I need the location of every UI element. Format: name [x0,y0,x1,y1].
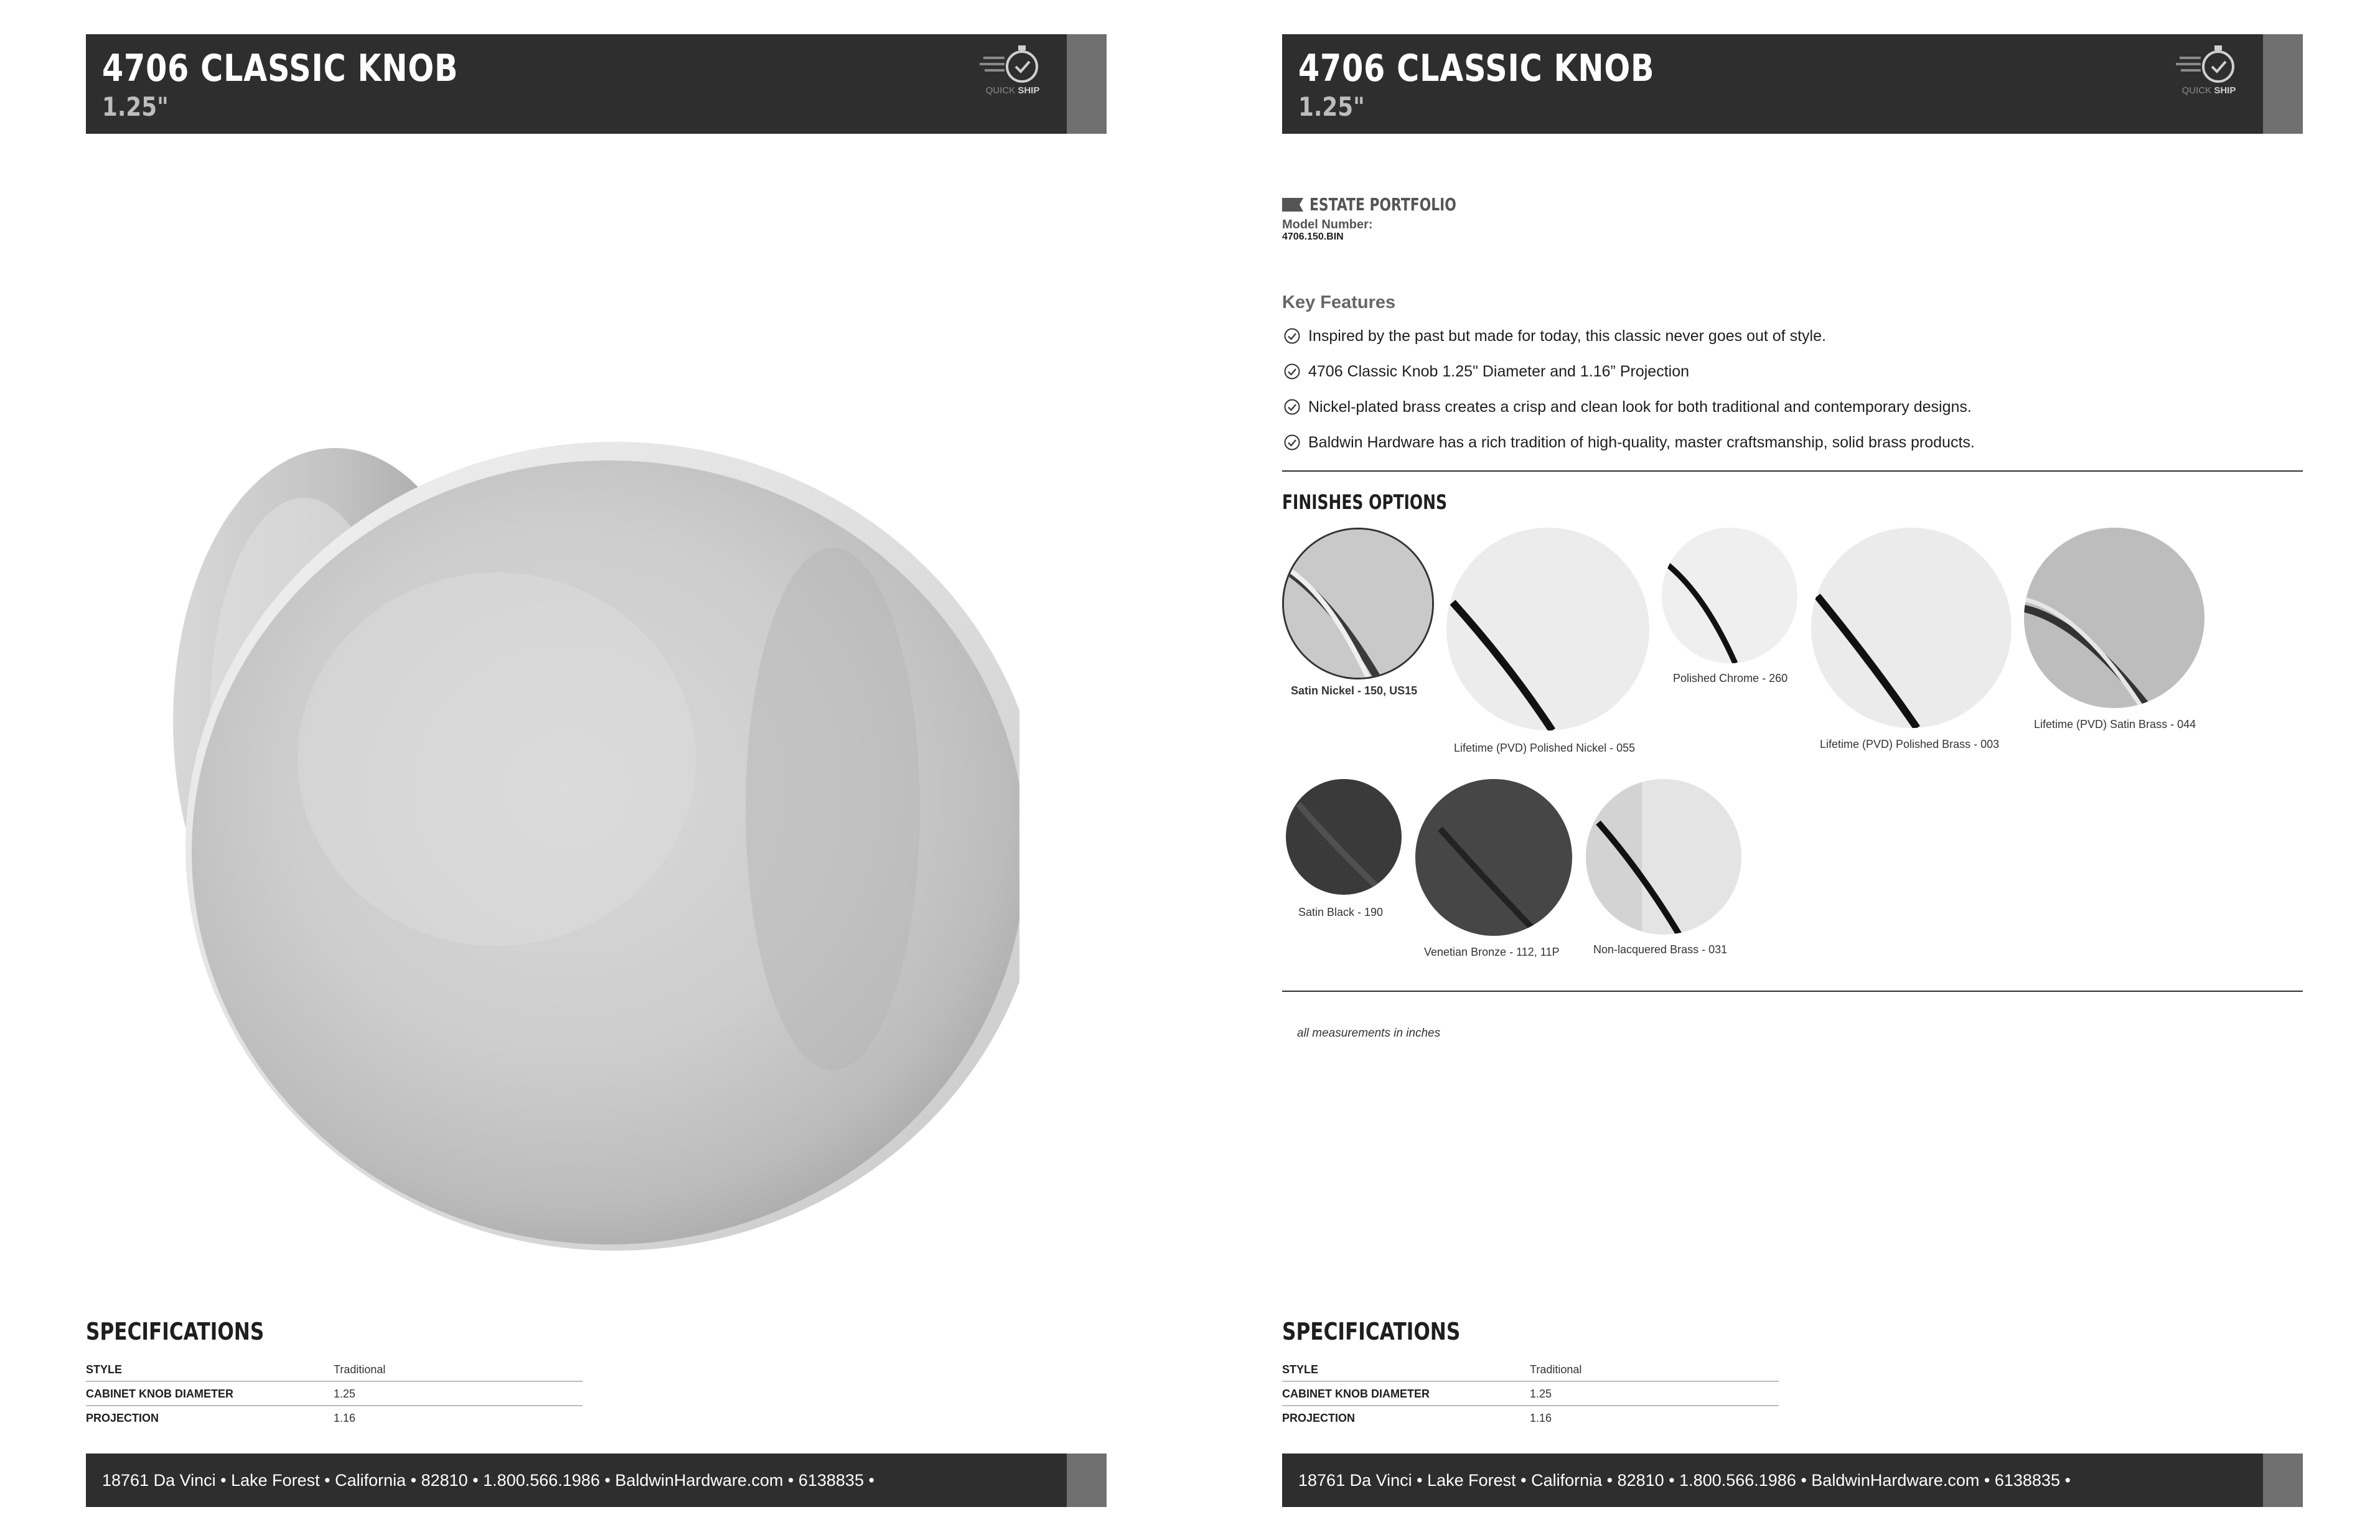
divider [1282,470,2303,472]
flag-icon [1282,198,1303,212]
spec-row-style [1282,1358,1779,1382]
finish-label: Non-lacquered Brass - 031 [1593,943,1728,956]
spec-key: PROJECTION [1282,1412,1356,1424]
measurements-note: all measurements in inches [1297,1027,1441,1040]
model-number-label: Model Number: [1282,218,1373,231]
right-page [1282,0,2303,1540]
product-size: 1.25" [102,91,169,122]
list-item [1282,324,2303,359]
finish-swatch-polished-nickel[interactable] [1446,528,1649,730]
finish-swatch-polished-brass[interactable] [1811,528,2012,728]
spec-key: PROJECTION [86,1412,159,1424]
check-circle-icon [1283,327,1301,345]
footer-address: 18761 Da Vinci • Lake Forest • California • 82810 • 1.800.566.1986 • BaldwinHardware.com • 6138835 • [1298,1471,2071,1490]
divider [1282,991,2303,992]
stopwatch-icon [978,42,1047,85]
spec-row-style [86,1358,583,1382]
specifications-title: SPECIFICATIONS [1282,1318,1461,1345]
finish-label: Polished Chrome - 260 [1673,672,1788,684]
spec-row-projection [1282,1406,1779,1430]
spec-value: Traditional [1530,1363,1582,1376]
key-features-list [1282,324,2303,465]
footer-accent-bar [2263,1454,2303,1507]
quick-ship-badge [2175,42,2243,98]
footer-accent-bar [1067,1454,1107,1507]
spec-key: CABINET KNOB DIAMETER [86,1388,233,1400]
spec-key: CABINET KNOB DIAMETER [1282,1388,1430,1400]
page-header [86,34,1107,134]
check-circle-icon [1283,434,1301,451]
product-size: 1.25" [1298,91,1365,122]
finish-label: Lifetime (PVD) Polished Nickel - 055 [1454,742,1636,754]
page-footer [86,1454,1107,1507]
finish-label: Lifetime (PVD) Polished Brass - 003 [1820,738,2000,750]
feature-text: Baldwin Hardware has a rich tradition of high-quality, master craftsmanship, solid brass products. [1308,434,1975,451]
specifications-title: SPECIFICATIONS [86,1318,265,1345]
feature-text: Nickel-plated brass creates a crisp and clean look for both traditional and contemporary designs. [1308,398,1972,416]
finish-swatch-non-lacquered-brass[interactable] [1586,779,1741,935]
list-item [1282,430,2303,465]
spec-value: 1.16 [334,1412,356,1424]
product-title: 4706 CLASSIC KNOB [102,47,459,90]
header-accent-bar [2263,34,2303,134]
specifications-table [86,1358,583,1430]
product-image [148,373,1019,1276]
product-title: 4706 CLASSIC KNOB [1298,47,1655,90]
spec-value: Traditional [334,1363,386,1376]
spec-row-diameter [86,1382,583,1406]
feature-text: 4706 Classic Knob 1.25" Diameter and 1.16” Projection [1308,363,1689,380]
finish-swatch-satin-nickel[interactable] [1282,528,1434,679]
finish-label: Satin Nickel - 150, US15 [1291,684,1418,697]
header-accent-bar [1067,34,1107,134]
spec-row-diameter [1282,1382,1779,1406]
footer-address: 18761 Da Vinci • Lake Forest • California • 82810 • 1.800.566.1986 • BaldwinHardware.com • 6138835 • [102,1471,874,1490]
spec-value: 1.16 [1530,1412,1552,1424]
spec-value: 1.25 [334,1388,356,1400]
list-item [1282,394,2303,430]
spec-key: STYLE [86,1363,123,1376]
spec-key: STYLE [1282,1363,1319,1376]
finish-swatch-satin-black[interactable] [1286,779,1402,895]
finish-label: Venetian Bronze - 112, 11P [1424,946,1560,958]
key-features-title: Key Features [1282,292,1396,312]
spec-row-projection [86,1406,583,1430]
finish-swatch-polished-chrome[interactable] [1662,528,1797,663]
finishes-title: FINISHES OPTIONS [1282,490,1448,514]
portfolio-name: ESTATE PORTFOLIO [1309,194,1456,215]
finish-label: Satin Black - 190 [1298,906,1384,918]
portfolio-heading [1282,192,1656,217]
quick-ship-badge [978,42,1047,98]
quick-ship-label: QUICK SHIP [985,85,1040,96]
page-footer [1282,1454,2303,1507]
specifications-table [1282,1358,1779,1430]
stopwatch-icon [2175,42,2243,85]
spec-value: 1.25 [1530,1388,1552,1400]
list-item [1282,359,2303,394]
page-header [1282,34,2303,134]
feature-text: Inspired by the past but made for today, this classic never goes out of style. [1308,327,1826,345]
check-circle-icon [1283,363,1301,380]
finish-swatch-venetian-bronze[interactable] [1415,779,1572,936]
check-circle-icon [1283,398,1301,416]
quick-ship-label: QUICK SHIP [2181,85,2236,96]
finish-label: Lifetime (PVD) Satin Brass - 044 [2034,718,2196,730]
model-number: 4706.150.BIN [1282,231,1344,242]
finish-swatch-satin-brass[interactable] [2024,528,2204,708]
left-page [86,0,1107,1540]
